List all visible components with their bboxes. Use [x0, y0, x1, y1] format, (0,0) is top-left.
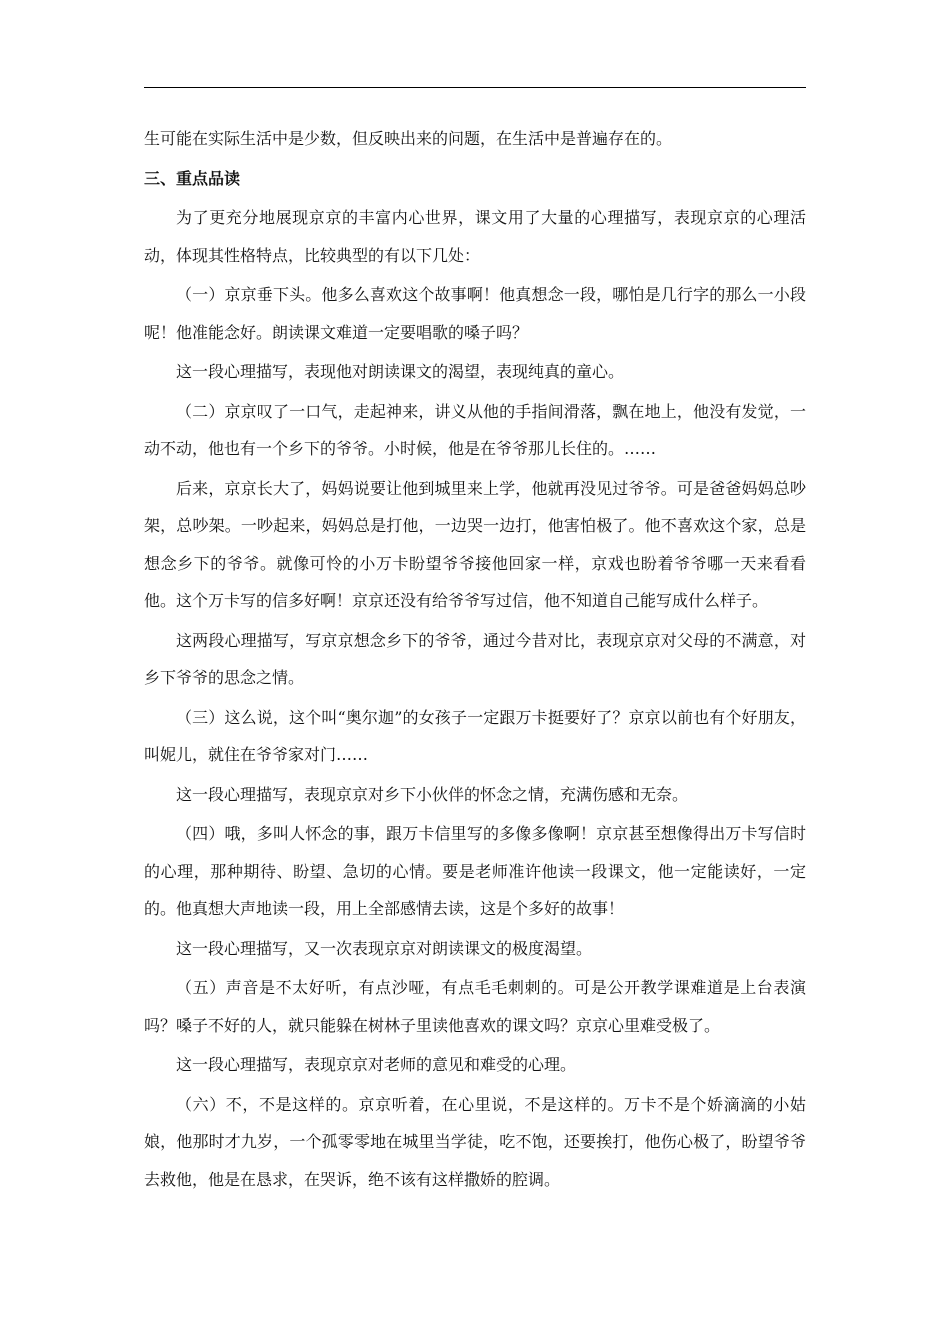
excerpt-6: （六）不，不是这样的。京京听着，在心里说，不是这样的。万卡不是个娇滴滴的小姑娘，他那时才九岁，一个孤零零地在城里当学徒，吃不饱，还要挨打，他伤心极了，盼望爷爷去救他，他是在恳求，在哭诉，绝不该有这样撒娇的腔调。 — [144, 1094, 806, 1189]
section-heading: 三、重点品读 — [144, 168, 241, 188]
excerpt-1: （一）京京垂下头。他多么喜欢这个故事啊！他真想念一段，哪怕是几行字的那么一小段呢！他准能念好。朗读课文难道一定要唱歌的嗓子吗？ — [144, 285, 806, 342]
continued-paragraph: 生可能在实际生活中是少数，但反映出来的问题，在生活中是普遍存在的。 — [144, 129, 673, 148]
document-body — [144, 120, 806, 1200]
excerpt-4: （四）哦，多叫人怀念的事，跟万卡信里写的多像多像啊！京京甚至想像得出万卡写信时的心理，那种期待、盼望、急切的心情。要是老师准许他读一段课文，他一定能读好，一定的。他真想大声地读一段，用上全部感情去读，这是个多好的故事！ — [144, 824, 806, 918]
commentary-2: 这两段心理描写，写京京想念乡下的爷爷，通过今昔对比，表现京京对父母的不满意，对乡下爷爷的思念之情。 — [144, 630, 806, 687]
commentary-1: 这一段心理描写，表现他对朗读课文的渴望，表现纯真的童心。 — [176, 362, 625, 381]
excerpt-5: （五）声音是不太好听，有点沙哑，有点毛毛刺刺的。可是公开教学课难道是上台表演吗？嗓子不好的人，就只能躲在树林子里读他喜欢的课文吗？京京心里难受极了。 — [144, 978, 806, 1035]
intro-paragraph: 为了更充分地展现京京的丰富内心世界，课文用了大量的心理描写，表现京京的心理活动，体现其性格特点，比较典型的有以下几处： — [144, 208, 806, 265]
excerpt-2: （二）京京叹了一口气，走起神来，讲义从他的手指间滑落，飘在地上，他没有发觉，一动不动，他也有一个乡下的爷爷。小时候，他是在爷爷那儿长住的。…… — [144, 401, 806, 458]
excerpt-3: （三）这么说，这个叫“奥尔迦”的女孩子一定跟万卡挺要好了？京京以前也有个好朋友，叫妮儿，就住在爷爷家对门…… — [144, 707, 806, 764]
commentary-5: 这一段心理描写，表现京京对老师的意见和难受的心理。 — [176, 1055, 577, 1074]
commentary-4: 这一段心理描写，又一次表现京京对朗读课文的极度渴望。 — [176, 938, 593, 958]
commentary-3: 这一段心理描写，表现京京对乡下小伙伴的怀念之情，充满伤感和无奈。 — [176, 784, 689, 804]
header-rule — [144, 87, 806, 88]
excerpt-2-continued: 后来，京京长大了，妈妈说要让他到城里来上学，他就再没见过爷爷。可是爸爸妈妈总吵架，总吵架。一吵起来，妈妈总是打他，一边哭一边打，他害怕极了。他不喜欢这个家，总是想念乡下的爷爷。就像可怜的小万卡盼望爷爷接他回家一样，京戏也盼着爷爷哪一天来看看他。这个万卡写的信多好啊！京京还没有给爷爷写过信，他不知道自己能写成什么样子。 — [144, 478, 806, 610]
